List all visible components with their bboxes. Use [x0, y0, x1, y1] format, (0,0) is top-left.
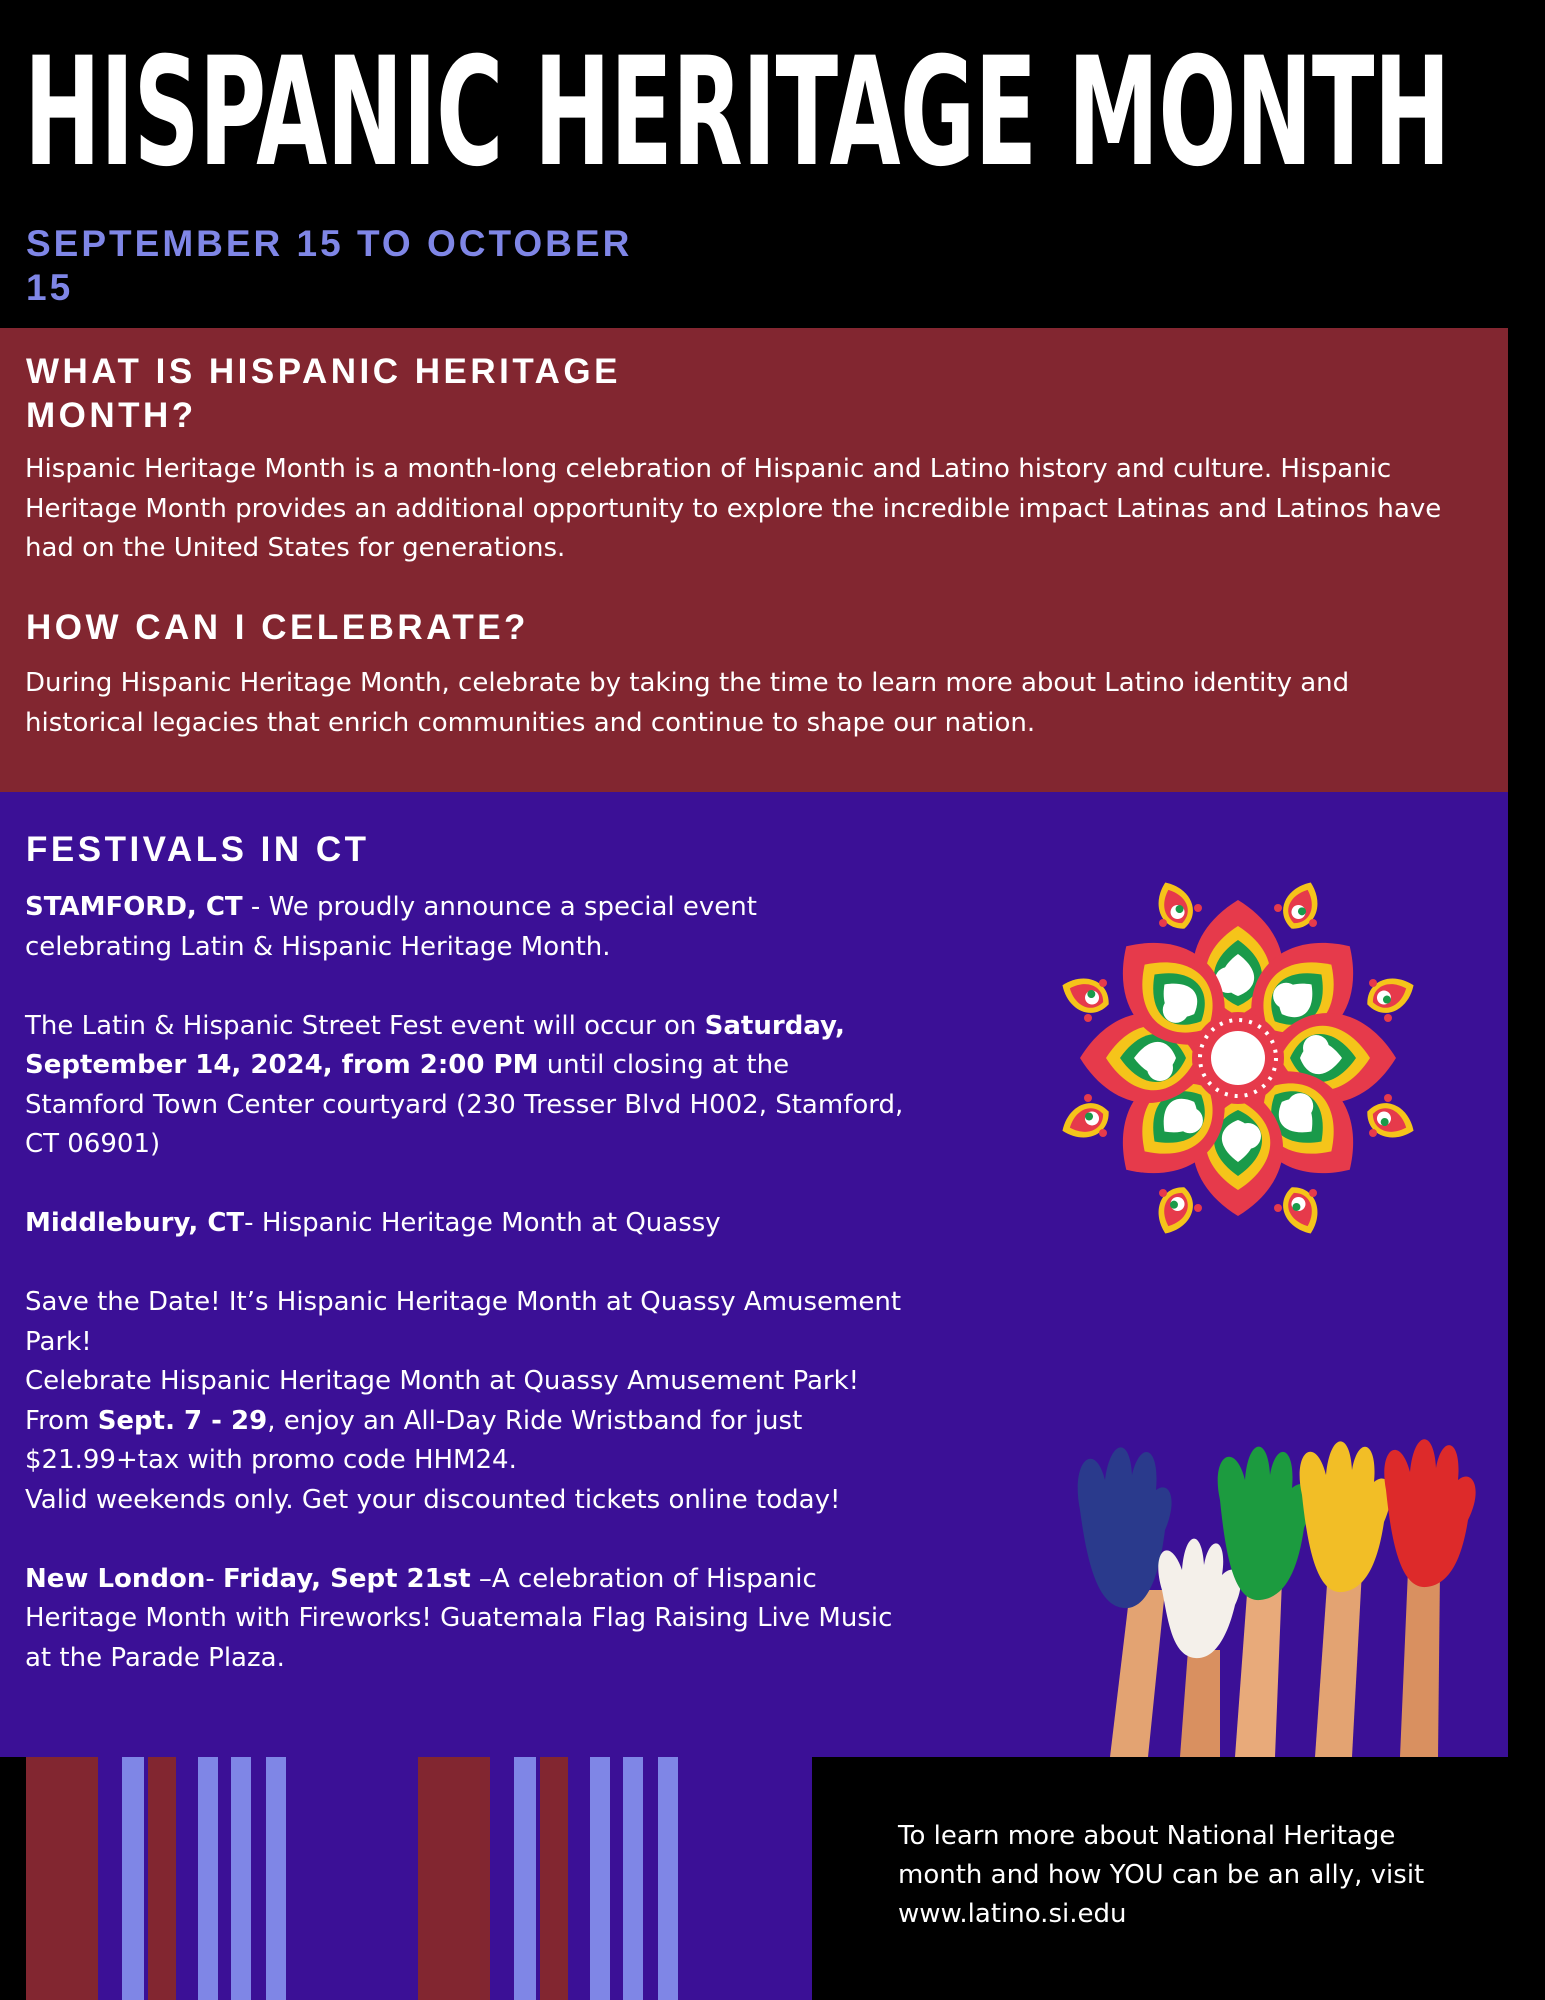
new-london-location: New London	[25, 1563, 206, 1594]
header-band	[0, 0, 1545, 328]
footer-learn-more: To learn more about National Heritage month and how YOU can be an ally, visit www.latino.si.edu	[898, 1821, 1425, 1929]
what-is-heading: WHAT IS HISPANIC HERITAGE MONTH?	[26, 352, 621, 435]
middlebury-details: Save the Date! It’s Hispanic Heritage Month at Quassy Amusement Park! Celebrate Hispanic Heritage Month at Quassy Amusement Park! From Sept. 7 - 29, enjoy an All-Day Ride Wristband for just $21.99+tax with promo code HHM24. Valid weekends only. Get your discounted tickets online today!	[25, 1287, 902, 1515]
middlebury-location: Middlebury, CT	[25, 1208, 245, 1238]
flower-mandala-icon	[1008, 828, 1468, 1288]
stamford-location: STAMFORD, CT	[25, 892, 243, 922]
new-london-date: Friday, Sept 21st	[223, 1563, 471, 1594]
stamford-event: The Latin & Hispanic Street Fest event will occur on Saturday, September 14, 2024, from 2:00 PM until closing at the Stamford Town Center courtyard (230 Tresser Blvd H002, Stamford, CT 06901)	[25, 1010, 904, 1159]
stamford-event-date: Saturday, September 14, 2024, from 2:00 PM	[25, 1010, 845, 1080]
new-london-event: New London- Friday, Sept 21st –A celebration of Hispanic Heritage Month with Fireworks! Guatemala Flag Raising Live Music at the Parade Plaza.	[25, 1563, 893, 1673]
what-is-paragraph: Hispanic Heritage Month is a month-long celebration of Hispanic and Latino history and culture. Hispanic Heritage Month provides an additional opportunity to explore the incredible impact Latinas and Latinos have had on the United States for generations.	[25, 454, 1442, 563]
page-title: HISPANIC HERITAGE MONTH	[24, 26, 1450, 200]
festivals-list	[25, 888, 905, 1678]
middlebury-title: Middlebury, CT- Hispanic Heritage Month at Quassy	[25, 1208, 721, 1238]
stamford-announcement: STAMFORD, CT - We proudly announce a special event celebrating Latin & Hispanic Heritage Month.	[25, 892, 757, 962]
footer-band	[0, 1757, 1545, 2000]
how-celebrate-paragraph: During Hispanic Heritage Month, celebrate by taking the time to learn more about Latino identity and historical legacies that enrich communities and continue to shape our nation.	[25, 668, 1350, 738]
date-range: SEPTEMBER 15 TO OCTOBER 15	[26, 223, 633, 308]
festivals-heading: FESTIVALS IN CT	[26, 830, 370, 869]
stripe-pattern-decoration	[26, 1757, 812, 2000]
intro-section	[0, 328, 1508, 792]
painted-hands-icon	[1070, 1420, 1508, 1757]
middlebury-dates: Sept. 7 - 29	[97, 1405, 268, 1436]
how-celebrate-heading: HOW CAN I CELEBRATE?	[26, 608, 529, 647]
festivals-section	[0, 792, 1508, 1757]
